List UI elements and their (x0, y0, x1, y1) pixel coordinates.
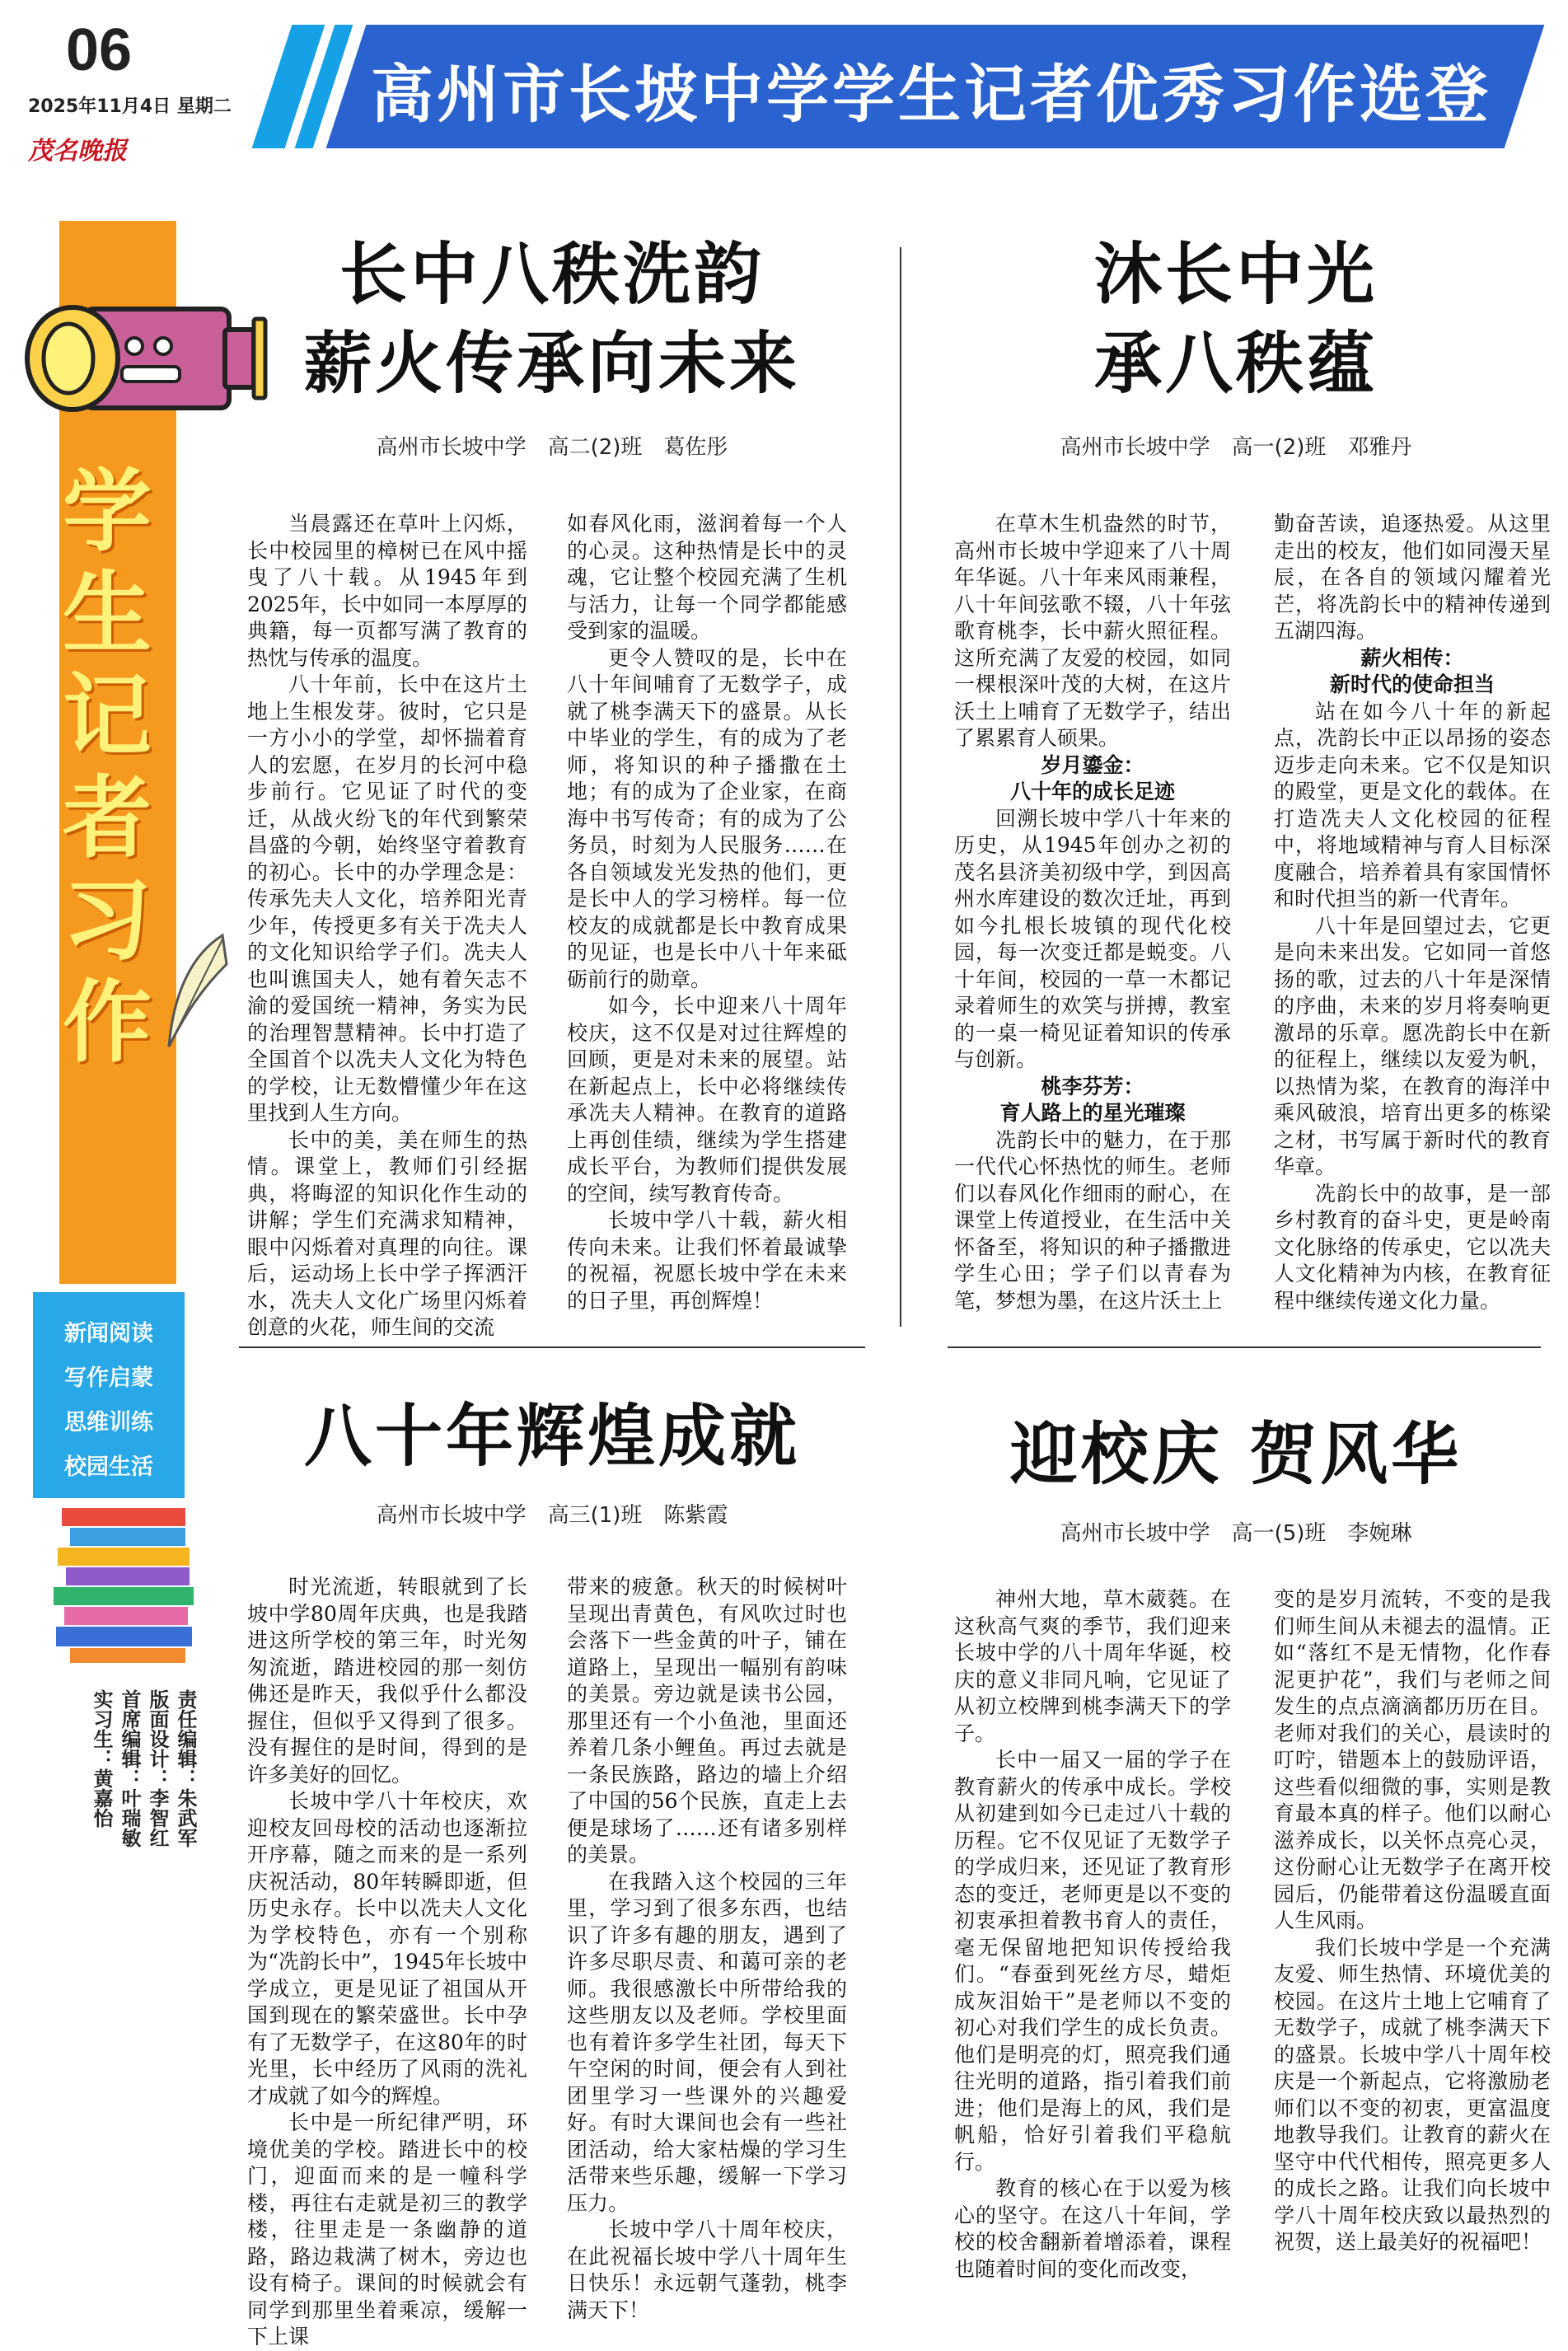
column-divider (900, 247, 901, 1327)
title-line: 承八秩蕴 (1093, 325, 1378, 403)
section-subheading: 桃李芬芳： (1041, 1074, 1144, 1098)
credit-layout-design: 版面设计：李智红 (146, 1689, 169, 1848)
section-subheading: 岁月鎏金： (1041, 752, 1144, 777)
article-byline: 高州市长坡中学 高一(5)班 李婉琳 (1060, 1521, 1412, 1546)
paragraph: 八十年前，长中在这片土地上生根发芽。彼时，它只是一方小小的学堂，却怀揣着育人的宏愿，在岁月的长河中稳步前行。它见证了时代的变迁，从战火纷飞的年代到繁荣昌盛的今朝，始终坚守着教育的初心。长中的办学理念是：传承先夫人文化，培养阳光青少年，传授更多有关于冼夫人的文化知识给学子们。冼夫人也叫谯国夫人，她有着矢志不渝的爱国统一精神，务实为民的治理智慧精神。长中打造了全国首个以冼夫人文化为特色的学校，让无数懵懂少年在这里找到人生方向。 (247, 672, 527, 1125)
paragraph: 带来的疲惫。秋天的时候树叶呈现出青黄色，有风吹过时也会落下一些金黄的叶子，铺在道路上，呈现出一幅别有韵味的美景。旁边就是读书公园，那里还有一个小鱼池，里面还养着几条小鲤鱼。再过去就是一条民族路，路边的墙上介绍了中国的56个民族，直走上去便是球场了……还有诸多别样的美景。 (567, 1575, 847, 1866)
paragraph: 如今，长中迎来八十周年校庆，这不仅是对过往辉煌的回顾，更是对未来的展望。站在新起点上，长中必将继续传承冼夫人精神。在教育的道路上再创佳绩，继续为学生搭建成长平台，为教师们提供发展的空间，续写教育传奇。 (567, 994, 847, 1206)
article-byline: 高州市长坡中学 高三(1)班 陈紫霞 (376, 1503, 728, 1528)
article-column (1274, 1586, 1551, 2256)
tag-thinking: 思维训练 (64, 1410, 153, 1435)
credit-responsible-editor: 责任编辑：朱武军 (174, 1689, 197, 1848)
paragraph: 长中一届又一届的学子在教育薪火的传承中成长。学校从初建到如今已走过八十载的历程。它不仅见证了无数学子的学成归来，还见证了教育形态的变迁，老师更是以不变的初衷承担着教书育人的责任，毫无保留地把知识传授给我们。“春蚕到死丝方尽，蜡炬成灰泪始干”是老师以不变的初心对我们学生的成长负责。他们是明亮的灯，照亮我们通往光明的道路，指引着我们前进；他们是海上的风，我们是帆船，恰好引着我们平稳航行。 (954, 1748, 1231, 2174)
title-line: 沐长中光 (1093, 236, 1378, 314)
section-subheading: 育人路上的星光璀璨 (999, 1101, 1186, 1125)
paragraph: 回溯长坡中学八十年来的历史，从1945年创办之初的茂名县济美初级中学，到因高州水库建设的数次迁址，再到如今扎根长坡镇的现代化校园，每一次变迁都是蜕变。八十年间，校园的一草一木都记录着师生的欢笑与拼搏，教室的一桌一椅见证着知识的传承与创新。 (954, 806, 1231, 1071)
paragraph: 更令人赞叹的是，长中在八十年间哺育了无数学子，成就了桃李满天下的盛景。从长中毕业的学生，有的成为了老师，将知识的种子播撒在土地；有的成为了企业家，在商海中书写传奇；有的成为了公务员，时刻为人民服务……在各自领域发光发热的他们，更是长中人的学习榜样。每一位校友的成就都是长中教育成果的见证，也是长中八十年来砥砺前行的勋章。 (567, 645, 847, 991)
tag-writing: 写作启蒙 (64, 1365, 153, 1391)
article-byline: 高州市长坡中学 高一(2)班 邓雅丹 (1060, 435, 1412, 460)
credit-intern: 实习生：黄嘉怡 (90, 1689, 113, 1828)
page-banner-title: 高州市长坡中学学生记者优秀习作选登 (371, 58, 1491, 131)
paragraph: 当晨露还在草叶上闪烁，长中校园里的樟树已在风中摇曳了八十载。从1945年到2025年，长中如同一本厚厚的典籍，每一页都写满了教育的热忱与传承的温度。 (247, 512, 527, 670)
issue-date: 2025年11月4日 星期二 (28, 96, 232, 117)
article-title (239, 231, 865, 409)
article-byline: 高州市长坡中学 高二(2)班 葛佐彤 (376, 435, 728, 460)
section-subheading: 薪火相传： (1360, 645, 1464, 670)
paragraph: 冼韵长中的魅力，在于那一代代心怀热忱的师生。老师们以春风化作细雨的耐心，在课堂上传道授业，在生活中关怀备至，将知识的种子播撒进学生心田；学子们以青春为笔，梦想为墨，在这片沃土上 (954, 1127, 1231, 1313)
article-column (567, 1574, 847, 2324)
book-stack-icon (49, 1500, 206, 1665)
section-subheading: 新时代的使命担当 (1329, 672, 1495, 696)
tag-news-reading: 新闻阅读 (64, 1321, 153, 1346)
article-title (939, 231, 1533, 409)
article-title (239, 1393, 865, 1482)
paragraph: 站在如今八十年的新起点，冼韵长中正以昂扬的姿态迈步走向未来。它不仅是知识的殿堂，更是文化的载体。在打造冼夫人文化校园的征程中，将地域精神与育人目标深度融合，培养着具有家国情怀和时代担当的新一代青年。 (1274, 699, 1551, 911)
quill-feather-icon (157, 931, 231, 1055)
paragraph: 在我踏入这个校园的三年里，学习到了很多东西，也结识了许多有趣的朋友，遇到了许多尽职尽责、和蔼可亲的老师。我很感激长中所带给我的这些朋友以及老师。学校里面也有着许多学生社团，每天下午空闲的时间，便会有人到社团里学习一些课外的兴趣爱好。有时大课间也会有一些社团活动，给大家枯燥的学习生活带来些乐趣，缓解一下学习压力。 (567, 1869, 847, 2215)
paragraph: 教育的核心在于以爱为核心的坚守。在这八十年间，学校的校舍翻新着增添着，课程也随着时间的变化而改变， (954, 2176, 1231, 2281)
paragraph: 勤奋苦读，追逐热爱。从这里走出的校友，他们如同漫天星辰，在各自的领域闪耀着光芒，将冼韵长中的精神传递到五湖四海。 (1274, 512, 1551, 643)
paragraph: 时光流逝，转眼就到了长坡中学80周年庆典，也是我踏进这所学校的第三年，时光匆匆流逝，踏进校园的那一刻仿佛还是昨天，我似乎什么都没握住，但似乎又得到了很多。没有握住的是时间，得到的是许多美好的回忆。 (247, 1575, 527, 1787)
paragraph: 长坡中学八十载，薪火相传向未来。让我们怀着最诚挚的祝福，祝愿长坡中学在未来的日子里，再创辉煌！ (567, 1208, 847, 1313)
paragraph: 八十年是回望过去，它更是向未来出发。它如同一首悠扬的歌，过去的八十年是深情的序曲，未来的岁月将奏响更激昂的乐章。愿冼韵长中在新的征程上，继续以友爱为帆，以热情为桨，在教育的海洋中乘风破浪，培育出更多的栋梁之材，书写属于新时代的教育华章。 (1274, 913, 1551, 1178)
video-camera-icon (23, 284, 270, 433)
article-column (567, 511, 847, 1314)
article-column (954, 511, 1231, 1314)
title-line: 迎校庆 贺风华 (1009, 1416, 1463, 1494)
article-column (1274, 511, 1551, 1314)
paragraph: 我们长坡中学是一个充满友爱、师生热情、环境优美的校园。在这片土地上它哺育了无数学子，成就了桃李满天下的盛景。长坡中学八十周年校庆是一个新起点，它将激励老师们以不变的初衷，更富温度地教导我们。让教育的薪火在坚守中代代相传，照亮更多人的成长之路。让我们向长坡中学八十周年校庆致以最热烈的祝贺，送上最美好的祝福吧！ (1274, 1935, 1551, 2254)
editor-credits (82, 1689, 198, 2200)
article-column (247, 511, 527, 1342)
credit-chief-editor: 首席编辑：叶瑞敏 (118, 1689, 141, 1848)
paragraph: 冼韵长中的故事，是一部乡村教育的奋斗史，更是岭南文化脉络的传承史，它以冼夫人文化精神为内核，在教育征程中继续传递文化力量。 (1274, 1181, 1551, 1313)
tag-campus-life: 校园生活 (64, 1454, 153, 1480)
article-divider (948, 1346, 1541, 1348)
column-title: 学生记者习作 (62, 461, 152, 1075)
article-column (247, 1574, 527, 2351)
title-line: 八十年辉煌成就 (303, 1398, 800, 1476)
section-subheading: 八十年的成长足迹 (1009, 780, 1175, 803)
paragraph: 长坡中学八十周年校庆，在此祝福长坡中学八十周年生日快乐！永远朝气蓬勃，桃李满天下！ (567, 2218, 847, 2322)
article-divider (239, 1346, 865, 1348)
page-number: 06 (66, 17, 133, 83)
title-line: 薪火传承向未来 (303, 325, 800, 403)
newspaper-brand-logo: 茂名晚报 (28, 137, 127, 166)
paragraph: 如春风化雨，滋润着每一个人的心灵。这种热情是长中的灵魂，它让整个校园充满了生机与活力，让每一个同学都能感受到家的温暖。 (567, 512, 847, 643)
paragraph: 在草木生机盎然的时节，高州市长坡中学迎来了八十周年华诞。八十年来风雨兼程，八十年间弦歌不辍，八十年弦歌育桃李，长中薪火照征程。这所充满了友爱的校园，如同一棵根深叶茂的大树，在这片沃土上哺育了无数学子，结出了累累育人硕果。 (954, 512, 1231, 750)
paragraph: 长中是一所纪律严明，环境优美的学校。踏进长中的校门，迎面而来的是一幢科学楼，再往右走就是初三的教学楼，往里走是一条幽静的道路，路边栽满了树木，旁边也设有椅子。课间的时候就会有同学到那里坐着乘凉，缓解一下上课 (247, 2110, 527, 2349)
article-column (954, 1586, 1231, 2283)
column-tag-menu (33, 1292, 185, 1498)
paragraph: 神州大地，草木葳蕤。在这秋高气爽的季节，我们迎来长坡中学的八十周年华诞，校庆的意义非同凡响，它见证了从初立校牌到桃李满天下的学子。 (954, 1587, 1231, 1745)
paragraph: 变的是岁月流转，不变的是我们师生间从未褪去的温情。正如“落红不是无情物，化作春泥更护花”，我们与老师之间发生的点点滴滴都历历在目。老师对我们的关心，晨读时的叮咛，错题本上的鼓励评语，这些看似细微的事，实则是教育最本真的样子。他们以耐心滋养成长，以关怀点亮心灵，这份耐心让无数学子在离开校园后，仍能带着这份温暖直面人生风雨。 (1274, 1587, 1551, 1932)
title-line: 长中八秩洗韵 (339, 236, 765, 314)
article-title (939, 1411, 1533, 1500)
paragraph: 长中的美，美在师生的热情。课堂上，教师们引经据典，将晦涩的知识化作生动的讲解；学生们充满求知精神，眼中闪烁着对真理的向往。课后，运动场上长中学子挥洒汗水，冼夫人文化广场里闪烁着创意的火花，师生间的交流 (247, 1127, 527, 1339)
paragraph: 长坡中学八十年校庆，欢迎校友回母校的活动也逐渐拉开序幕，随之而来的是一系列庆祝活动，80年转瞬即逝，但历史永存。长中以冼夫人文化为学校特色，亦有一个别称为“冼韵长中”，1945年长坡中学成立，更是见证了祖国从开国到现在的繁荣盛世。长中孕有了无数学子，在这80年的时光里，长中经历了风雨的洗礼才成就了如今的辉煌。 (247, 1789, 527, 2108)
